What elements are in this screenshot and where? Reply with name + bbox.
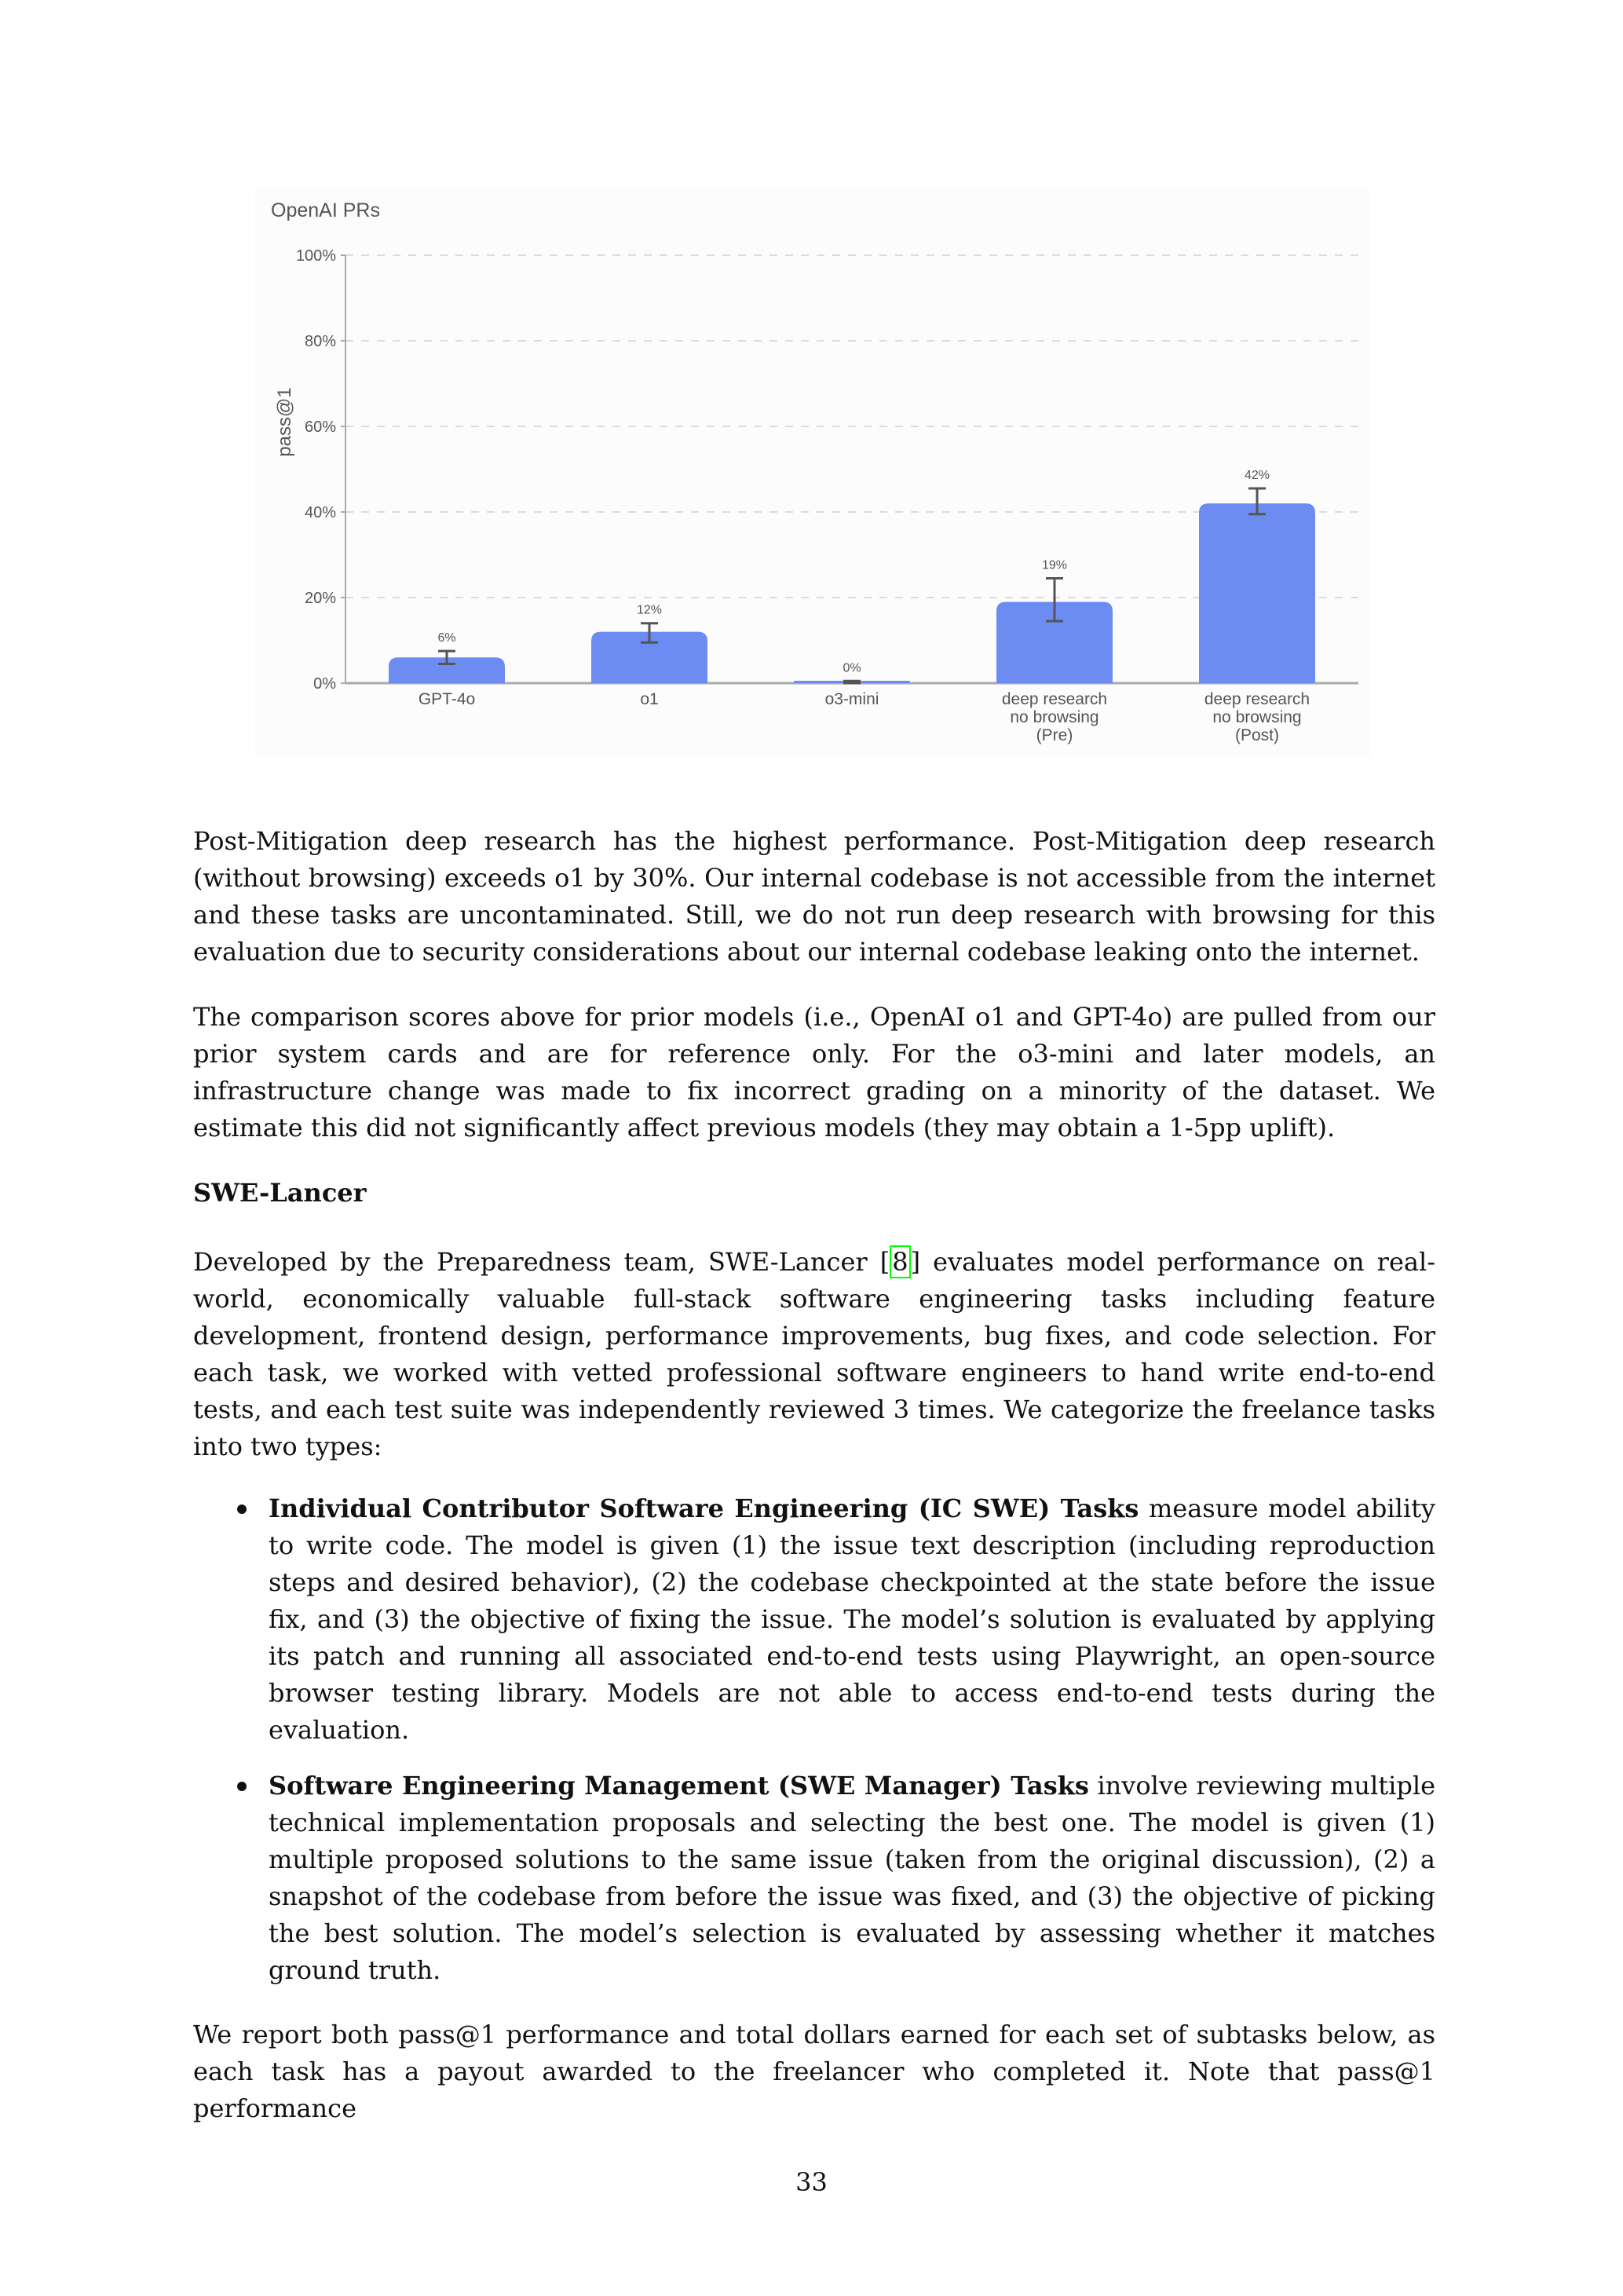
data-label: 0% [843,661,861,675]
page-number: 33 [795,2167,828,2197]
list-item-ic-swe [228,1490,1435,1749]
x-tick-label: deep research [1001,690,1108,708]
chart-plot [255,188,1370,758]
x-tick-label: (Post) [1234,726,1280,744]
bullet-title: Software Engineering Management (SWE Manager) Tasks [269,1771,1089,1801]
paragraph-text: The comparison scores above for prior models (i.e., OpenAI o1 and GPT-4o) are pulled from our prior system cards and are for reference only. For the o3-mini and later models, an infrastructure change was made to fix incorrect grading on a minority of the dataset. We estimate this did not significantly affect previous models (they may obtain a 1-5pp uplift). [193,1002,1435,1143]
task-types-list [228,1490,1435,2008]
y-tick-label: 80% [304,333,336,350]
bullet-title: Individual Contributor Software Engineering (IC SWE) Tasks [269,1493,1139,1523]
y-tick-label: 100% [295,247,336,265]
text-span: evaluates model performance on real-world, economically valuable full-stack software engineering tasks including feature development, frontend design, performance improvements, bug fixes, and code selection. For each task, we worked with vetted professional software engineers to hand write end-to-end tests, and each test suite was independently reviewed 3 times. We categorize the freelance tasks into two types: [193,1247,1436,1461]
bullet-text: measure model ability to write code. The model is given (1) the issue text description (including reproduction steps and desired behavior), (2) the codebase checkpointed at the state before the issue fix, and (3) the objective of fixing the issue. The model’s solution is evaluated by applying its patch and running all associated end-to-end tests using Playwright, an open-source browser testing library. Models are not able to access end-to-end tests during the evaluation. [269,1493,1436,1745]
list-item-swe-manager [228,1768,1435,1989]
x-tick-label: no browsing [1010,708,1099,726]
bullet-text: involve reviewing multiple technical implementation proposals and selecting the best one. The model is given (1) multiple proposed solutions to the same issue (taken from the original discussion), (2) a snapshot of the codebase from before the issue was fixed, and (3) the objective of picking the best solution. The model’s selection is evaluated by assessing whether it matches ground truth. [269,1771,1436,1985]
paragraph-swe-lancer-intro [193,1244,1435,1465]
paragraph-text: Post-Mitigation deep research has the highest performance. Post-Mitigation deep research (without browsing) exceeds o1 by 30%. Our internal codebase is not accessible from the internet and these tasks are uncontaminated. Still, we do not run deep research with browsing for this evaluation due to security considerations about our internal codebase leaking onto the internet. [193,826,1435,967]
data-label: 6% [437,631,456,645]
x-tick-label: o1 [640,690,659,708]
text-span: Developed by the Preparedness team, SWE-Lancer [193,1247,880,1277]
x-tick-label: o3-mini [824,690,879,708]
paragraph-post-mitigation [193,823,1435,971]
bullet-icon [237,1782,247,1791]
bar-deepresearch-nobrowsing-post [1199,503,1315,683]
section-heading-swe-lancer: SWE-Lancer [193,1178,367,1208]
y-tick-label: 0% [313,675,336,693]
y-axis-label: pass@1 [274,387,295,457]
x-tick-label: no browsing [1212,708,1302,726]
data-label: 19% [1041,558,1068,572]
citation-link[interactable]: 8 [890,1245,910,1278]
paragraph-text: Developed by the Preparedness team, SWE-Lancer [8] evaluates model performance on real-world, economically valuable full-stack software engineering tasks including feature development, frontend design, performance improvements, bug fixes, and code selection. For each task, we worked with vetted professional software engineers to hand write end-to-end tests, and each test suite was independently reviewed 3 times. We categorize the freelance tasks into two types: [193,1247,1436,1461]
bullet-icon [237,1504,247,1514]
x-tick-label: deep research [1204,690,1310,708]
chart-title: OpenAI PRs [271,199,380,221]
y-tick-label: 60% [304,419,336,436]
y-tick-label: 40% [304,504,336,521]
x-tick-label: GPT-4o [418,690,476,708]
paragraph-comparison-scores [193,999,1435,1146]
paragraph-report [193,2016,1435,2127]
data-label: 12% [636,603,663,617]
paragraph-text: We report both pass@1 performance and total dollars earned for each set of subtasks below, as each task has a payout awarded to the freelancer who completed it. Note that pass@1 performance [193,2020,1435,2123]
x-tick-label: (Pre) [1036,726,1073,744]
y-tick-label: 20% [304,590,336,607]
openai-prs-chart [255,188,1370,758]
data-label: 42% [1244,469,1270,483]
